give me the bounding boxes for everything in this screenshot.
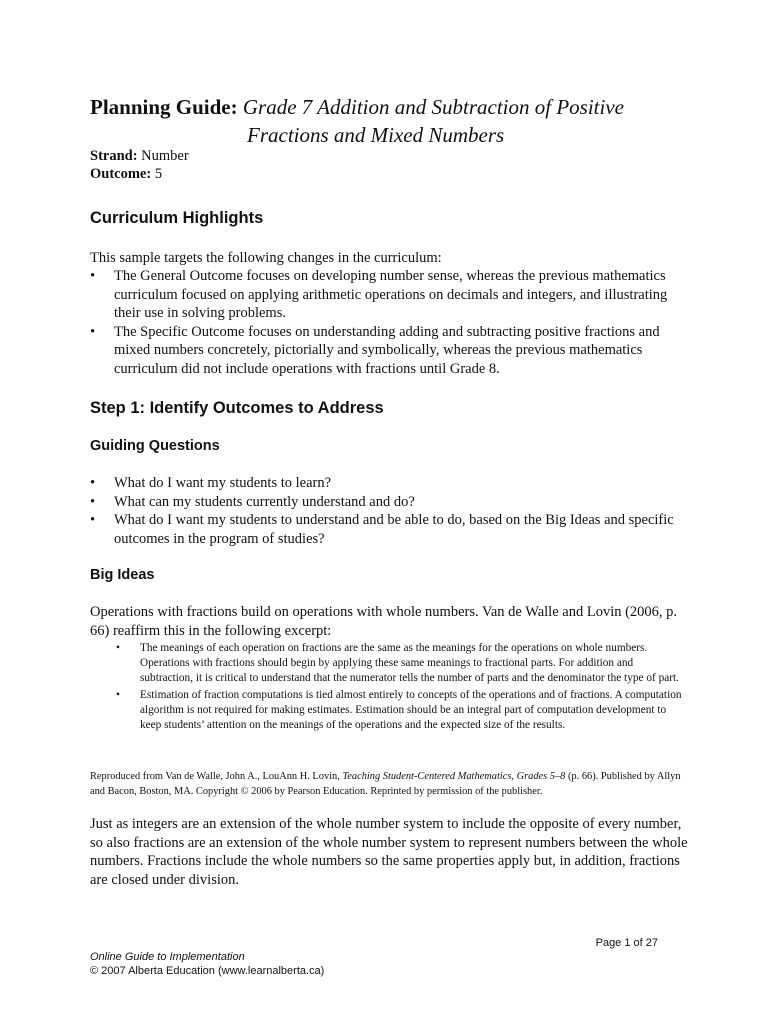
outcome-line: [90, 165, 189, 183]
title-rest: Grade 7 Addition and Subtraction of Positive: [242, 95, 624, 119]
title-line2: Fractions and Mixed Numbers: [247, 123, 505, 147]
page-number: Page 1 of 27: [595, 937, 658, 949]
curriculum-highlights-heading: Curriculum Highlights: [90, 209, 264, 227]
footer-guide-title: Online Guide to Implementation: [90, 951, 245, 963]
big-ideas-intro: Operations with fractions build on operations with whole numbers. Van de Walle and Lovin (2006, p. 66) reaffirm this in the following excerpt:: [90, 604, 678, 639]
outcome-value: 5: [154, 166, 163, 182]
step1-heading: Step 1: Identify Outcomes to Address: [90, 399, 384, 417]
list-item: • What can my students currently understand and do?: [90, 493, 690, 512]
outcome-label: Outcome:: [90, 166, 152, 182]
title-lead: Planning Guide:: [90, 95, 238, 119]
footer: [90, 951, 324, 978]
list-item: • The General Outcome focuses on developing number sense, whereas the previous mathematics curriculum focused on applying arithmetic operations on decimals and integers, and illustrating their use in solving problems.: [90, 267, 690, 323]
strand-line: [90, 147, 189, 165]
guiding-questions-list: [90, 474, 690, 548]
curriculum-intro: This sample targets the following changes in the curriculum:: [90, 250, 442, 266]
guiding-questions-heading: Guiding Questions: [90, 438, 220, 454]
citation-post: (p. 66). Published by Allyn and Bacon, Boston, MA. Copyright © 2006 by Pearson Education. Reprinted by permission of the publisher.: [90, 771, 681, 797]
big-ideas-heading: Big Ideas: [90, 567, 155, 583]
footer-copyright: © 2007 Alberta Education (www.learnalberta.ca): [90, 964, 325, 977]
list-item: • The meanings of each operation on fractions are the same as the meanings for the operations on whole numbers. Operations with fractions should begin by applying these same meanings to fractional parts. For addition and subtraction, it is critical to understand that the numerator tells the number of parts and the denominator the type of part.: [116, 641, 686, 685]
list-item: • The Specific Outcome focuses on understanding adding and subtracting positive fractions and mixed numbers concretely, pictorially and symbolically, whereas the previous mathematics curriculum did not include operations with fractions until Grade 8.: [90, 323, 690, 379]
strand-label: Strand:: [90, 148, 138, 164]
list-item: • What do I want my students to learn?: [90, 474, 690, 493]
strand-outcome: [90, 147, 189, 183]
curriculum-bullet-list: [90, 267, 690, 378]
citation-title: Teaching Student-Centered Mathematics, Grades 5–8: [342, 771, 566, 782]
page-title: [90, 93, 690, 149]
citation: [90, 770, 690, 799]
list-item: • What do I want my students to understand and be able to do, based on the Big Ideas and specific outcomes in the program of studies?: [90, 511, 690, 548]
citation-pre: Reproduced from Van de Walle, John A., LouAnn H. Lovin,: [90, 771, 340, 782]
list-item: • Estimation of fraction computations is tied almost entirely to concepts of the operations and of fractions. A computation algorithm is not required for making estimates. Estimation should be an integral part of computation development to keep students’ attention on the meanings of the operations and the expected size of the results.: [116, 688, 686, 732]
strand-value: Number: [141, 148, 189, 164]
closing-paragraph: Just as integers are an extension of the whole number system to include the opposite of every number, so also fractions are an extension of the whole number system to represent numbers between the whole numbers. Fractions include the whole numbers so the same properties apply but, in addition, fractions are closed under division.: [90, 816, 688, 888]
excerpt-list: [116, 641, 686, 736]
